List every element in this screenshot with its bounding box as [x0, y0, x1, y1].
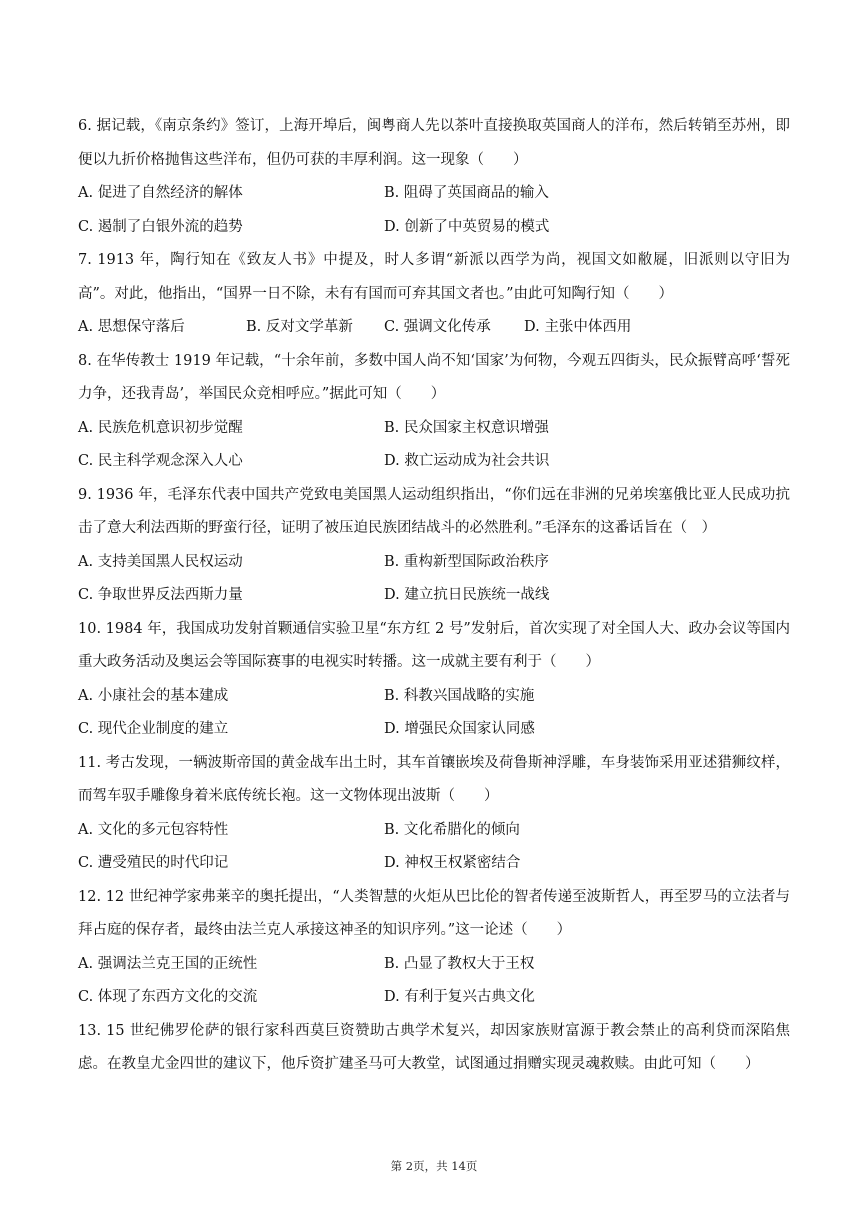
option-d: D. 神权王权紧密结合 [384, 855, 521, 871]
option-a: A. 促进了自然经济的解体 [78, 185, 243, 201]
question-stem: 11. 考古发现，一辆波斯帝国的黄金战车出土时，其车首镶嵌埃及荷鲁斯神浮雕，车身装饰采用亚述猎狮纹样，而驾车驭手雕像身着米底传统长袍。这一文物体现出波斯（ ） [78, 754, 790, 804]
option-d: D. 创新了中英贸易的模式 [384, 218, 550, 235]
option-c: C. 争取世界反法西斯力量 [78, 587, 243, 603]
option-row [78, 311, 790, 345]
option-a: A. 小康社会的基本建成 [78, 687, 229, 704]
option-c: C. 体现了东西方文化的交流 [78, 989, 258, 1005]
option-row [78, 546, 790, 580]
option-row [78, 211, 790, 245]
question-stem: 12. 12 世纪神学家弗莱辛的奥托提出，“人类智慧的火炬从巴比伦的智者传递至波斯哲人，再至罗马的立法者与拜占庭的保存者，最终由法兰克人承接这神圣的知识序列。”这一论述（ ） [78, 888, 790, 938]
question-stem: 9. 1936 年，毛泽东代表中国共产党致电美国黑人运动组织指出，“你们远在非洲的兄弟埃塞俄比亚人民成功抗击了意大利法西斯的野蛮行径，证明了被压迫民族团结战斗的必然胜利。”毛泽东的这番话旨在（ ） [78, 486, 790, 536]
option-c: C. 遭受殖民的时代印记 [78, 855, 229, 871]
question-9 [78, 479, 790, 613]
page-footer: 第 2页，共 14页 [390, 1159, 478, 1173]
question-list [78, 110, 790, 1082]
option-c: C. 遏制了白银外流的趋势 [78, 218, 243, 235]
question-stem: 10. 1984 年，我国成功发射首颗通信实验卫星“东方红 2 号”发射后，首次实现了对全国人大、政办会议等国内重大政务活动及奥运会等国际赛事的电视实时转播。这一成就主要有利于（ ） [78, 620, 790, 670]
option-a: A. 思想保守落后 [78, 319, 185, 335]
question-8 [78, 345, 790, 479]
option-b: B. 阻碍了英国商品的输入 [384, 185, 549, 201]
option-row [78, 680, 790, 714]
option-b: B. 文化希腊化的倾向 [384, 821, 520, 838]
question-12 [78, 881, 790, 1015]
question-stem: 13. 15 世纪佛罗伦萨的银行家科西莫巨资赞助古典学术复兴，却因家族财富源于教会禁止的高利贷而深陷焦虑。在教皇尤金四世的建议下，他斥资扩建圣马可大教堂，试图通过捐赠实现灵魂救赎。由此可知（ ） [78, 1022, 790, 1072]
option-row [78, 847, 790, 881]
option-row [78, 579, 790, 613]
question-10 [78, 613, 790, 747]
question-6 [78, 110, 790, 244]
question-11 [78, 747, 790, 881]
option-a: A. 支持美国黑人民权运动 [78, 553, 243, 570]
option-b: B. 民众国家主权意识增强 [384, 419, 549, 436]
option-row [78, 412, 790, 446]
option-row [78, 814, 790, 848]
option-d: D. 救亡运动成为社会共识 [384, 453, 550, 469]
option-d: D. 主张中体西用 [524, 319, 632, 335]
question-stem: 6. 据记载，《南京条约》签订，上海开埠后，闽粤商人先以茶叶直接换取英国商人的洋布，然后转销至苏州，即便以九折价格抛售这些洋布，但仍可获的丰厚利润。这一现象（ ） [78, 118, 790, 168]
option-a: A. 民族危机意识初步觉醒 [78, 419, 243, 436]
option-row [78, 948, 790, 982]
option-row [78, 177, 790, 211]
question-7 [78, 244, 790, 345]
option-b: B. 重构新型国际政治秩序 [384, 553, 549, 570]
option-d: D. 增强民众国家认同感 [384, 721, 535, 737]
question-13 [78, 1015, 790, 1082]
option-b: B. 凸显了教权大于王权 [384, 955, 535, 972]
option-row [78, 713, 790, 747]
option-row [78, 981, 790, 1015]
option-b: B. 科教兴国战略的实施 [384, 687, 535, 704]
option-c: C. 民主科学观念深入人心 [78, 453, 243, 469]
question-stem: 8. 在华传教士 1919 年记载，“十余年前，多数中国人尚不知‘国家’为何物，今观五四街头，民众振臂高呼‘誓死力争，还我青岛’，举国民众竞相呼应。”据此可知（ ） [78, 352, 790, 402]
option-row [78, 445, 790, 479]
option-a: A. 强调法兰克王国的正统性 [78, 955, 258, 972]
option-c: C. 现代企业制度的建立 [78, 721, 229, 737]
option-b: B. 反对文学革新 [246, 319, 353, 335]
option-a: A. 文化的多元包容特性 [78, 821, 229, 838]
option-d: D. 有利于复兴古典文化 [384, 989, 535, 1005]
option-c: C. 强调文化传承 [384, 319, 491, 335]
question-stem: 7. 1913 年，陶行知在《致友人书》中提及，时人多谓“新派以西学为尚，视国文如敝屣，旧派则以守旧为高”。对此，他指出，“国界一日不除，未有有国而可弃其国文者也。”由此可知陶行知（ ） [78, 252, 790, 302]
option-d: D. 建立抗日民族统一战线 [384, 587, 550, 603]
